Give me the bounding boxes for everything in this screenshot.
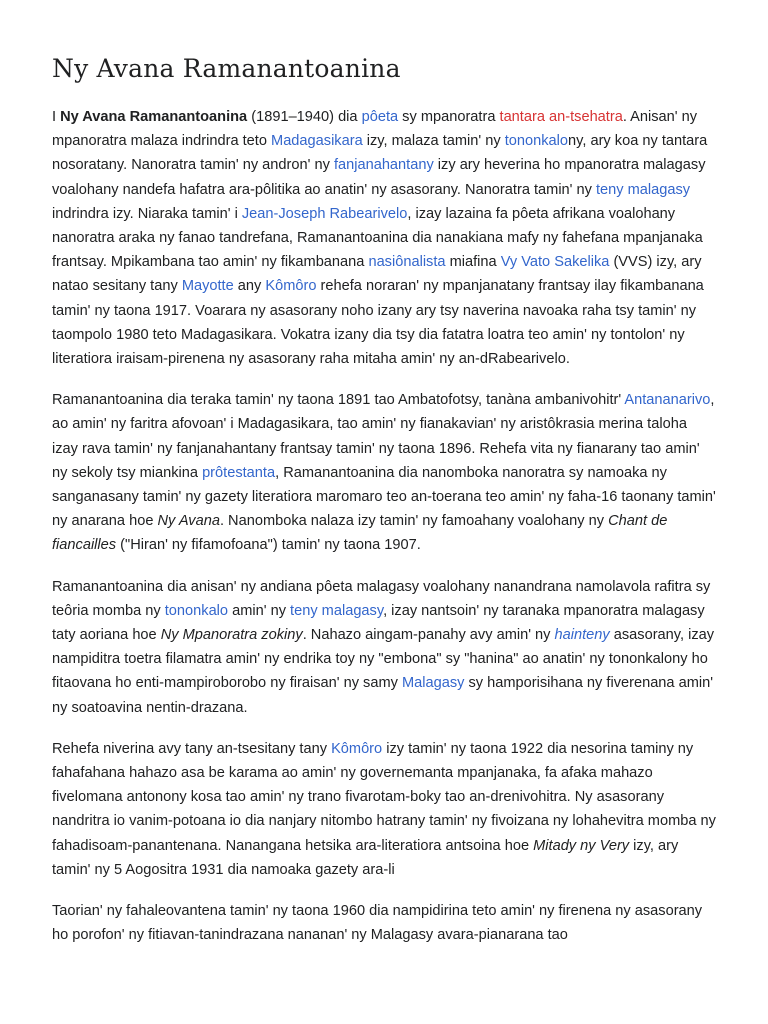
paragraph-return	[52, 737, 716, 882]
link-tononkalo[interactable]: tononkalo	[504, 133, 569, 150]
text: Taorian' ny fahaleovantena tamin' ny taona 1960 dia nampidirina teto amin' ny firenena ny asasorany ho porofon' ny fitiavan-tanindrazana nananan' ny Malagasy avara-pianarana tao	[52, 903, 703, 944]
text: . Anisan' ny mpanoratra malaza indrindra teto	[52, 109, 698, 150]
text: (VVS) izy, ary natao sesitany tany	[52, 254, 702, 295]
text: izy, malaza tamin' ny	[362, 133, 505, 150]
link-mayotte[interactable]: Mayotte	[181, 278, 234, 295]
text: I	[52, 109, 61, 125]
paragraph-independence	[52, 899, 716, 947]
text: ("Hiran' ny fifamofoana") tamin' ny taona 1907.	[116, 537, 421, 554]
text: Ramanantoanina dia teraka tamin' ny taona 1891 tao Ambatofotsy, tanàna ambanivohitr'	[52, 392, 625, 409]
text: any	[233, 278, 266, 295]
text: , izay lazaina fa pôeta afrikana voalohany nanoratra araka ny fanao tandrefana, Ramanantoanina dia nanakiana mafy ny fahefana mpanjanaka frantsay. Mpikambana tao amin' ny fikambanana	[52, 205, 703, 271]
text: sy mpanoratra	[398, 109, 500, 125]
link-nasionalista[interactable]: nasiônalista	[368, 254, 446, 271]
link-jean-joseph-rabearivelo[interactable]: Jean-Joseph Rabearivelo	[241, 205, 408, 222]
link-tononkalo[interactable]: tononkalo	[164, 602, 229, 619]
italic-text: Ny Mpanoratra zokiny	[160, 627, 303, 644]
text: Rehefa niverina avy tany an-tsesitany tany	[52, 740, 332, 757]
paragraph-early-life	[52, 388, 716, 557]
link-vy-vato-sakelika[interactable]: Vy Vato Sakelika	[500, 254, 610, 271]
text: ny, ary koa ny tantara nosoratany. Nanoratra tamin' ny andron' ny	[52, 133, 708, 174]
link-komoro[interactable]: Kômôro	[331, 740, 383, 757]
italic-text: Chant de fiancailles	[52, 513, 668, 554]
text: izy, ary tamin' ny 5 Aogositra 1931 dia namoaka gazety ara-li	[52, 837, 679, 878]
text: , ao amin' ny faritra afovoan' i Madagasikara, tao amin' ny fianakavian' ny aristôkrasia merina taloha izay rava tamin' ny fanjanahantany frantsay tamin' ny taona 1896. Rehefa vita ny fianarany tao amin' ny sekoly tsy miankina	[52, 392, 715, 481]
subject-name: Ny Avana Ramanantoanina	[60, 109, 248, 125]
link-madagasikara[interactable]: Madagasikara	[271, 133, 363, 150]
text: . Nahazo aingam-panahy avy amin' ny	[302, 627, 555, 644]
text: rehefa noraran' ny mpanjanatany frantsay ilay fikambanana tamin' ny taona 1917. Voarara ny asasorany noho izany ary tsy naverina navoaka raha tsy tamin' ny taompolo 1980 teto Madagasikara. Vokatra izany dia tsy dia fatatra loatra teo amin' ny tontolon' ny literatiora iraisam-pirenena ny asasorany raha mitaha amin' ny an-dRabearivelo.	[52, 278, 704, 368]
text: (1891–1940) dia	[247, 109, 362, 125]
paragraph-intro	[52, 105, 716, 371]
link-protestanta[interactable]: prôtestanta	[202, 464, 276, 481]
italic-text: Ny Avana	[157, 513, 220, 530]
text: asasorany, izay nampiditra toetra filamatra amin' ny endrika toy ny "embona" sy "hanina" ao anatin' ny tononkalony ho fitaovana ho enti-mampiroborobo ny firaisan' ny samy	[52, 627, 715, 692]
text: Ramanantoanina dia anisan' ny andiana pôeta malagasy voalohany nanandrana namolavola rafitra sy teôria momba ny	[52, 578, 711, 619]
link-antananarivo[interactable]: Antananarivo	[624, 392, 711, 409]
text: indrindra izy. Niaraka tamin' i	[52, 205, 242, 222]
text: , izay nantsoin' ny taranaka mpanoratra malagasy taty aoriana hoe	[52, 602, 705, 644]
link-komoro[interactable]: Kômôro	[265, 278, 317, 295]
link-teny-malagasy[interactable]: teny malagasy	[595, 181, 691, 198]
redlink-tantara-an-tsehatra[interactable]: tantara an-tsehatra	[499, 109, 623, 125]
paragraph-theory	[52, 575, 716, 720]
text: . Nanomboka nalaza izy tamin' ny famoahany voalohany ny	[219, 513, 609, 530]
link-poeta[interactable]: pôeta	[361, 109, 399, 125]
text: amin' ny	[228, 602, 291, 619]
link-malagasy[interactable]: Malagasy	[401, 675, 465, 692]
text: miafina	[445, 254, 501, 271]
text: izy ary heverina ho mpanoratra malagasy voalohany nandefa hafatra ara-pôlitika ao anatin' ny asasorany. Nanoratra tamin' ny	[52, 157, 706, 198]
text: sy hamporisihana ny fiverenana amin' ny soatoavina nentin-drazana.	[52, 675, 714, 716]
link-fanjanahantany[interactable]: fanjanahantany	[333, 157, 434, 174]
link-hainteny[interactable]: hainteny	[554, 627, 610, 644]
text: , Ramanantoanina dia nanomboka nanoratra sy namoaka ny sanganasany tamin' ny gazety literatiora maromaro teo an-toerana teo amin' ny faha-16 taonany tamin' ny anarana hoe	[52, 464, 716, 530]
italic-text: Mitady ny Very	[533, 837, 630, 854]
page-title: Ny Avana Ramanantoanina	[52, 54, 401, 83]
link-teny-malagasy[interactable]: teny malagasy	[290, 602, 384, 619]
text: izy tamin' ny taona 1922 dia nesorina taminy ny fahafahana hahazo asa be karama ao amin' ny governemanta mpanjanaka, fa afaka mahazo fivelomana antonony kosa tao amin' ny trano fivarotam-boky tao an-drenivohitra. Ny asasorany nandritra io vanim-potoana io dia nanjary nitombo hatrany tamin' ny fivoizana ny lohahevitra momba ny fahadisoam-panantenana. Nanangana hetsika ara-literatiora antsoina hoe	[52, 740, 716, 854]
